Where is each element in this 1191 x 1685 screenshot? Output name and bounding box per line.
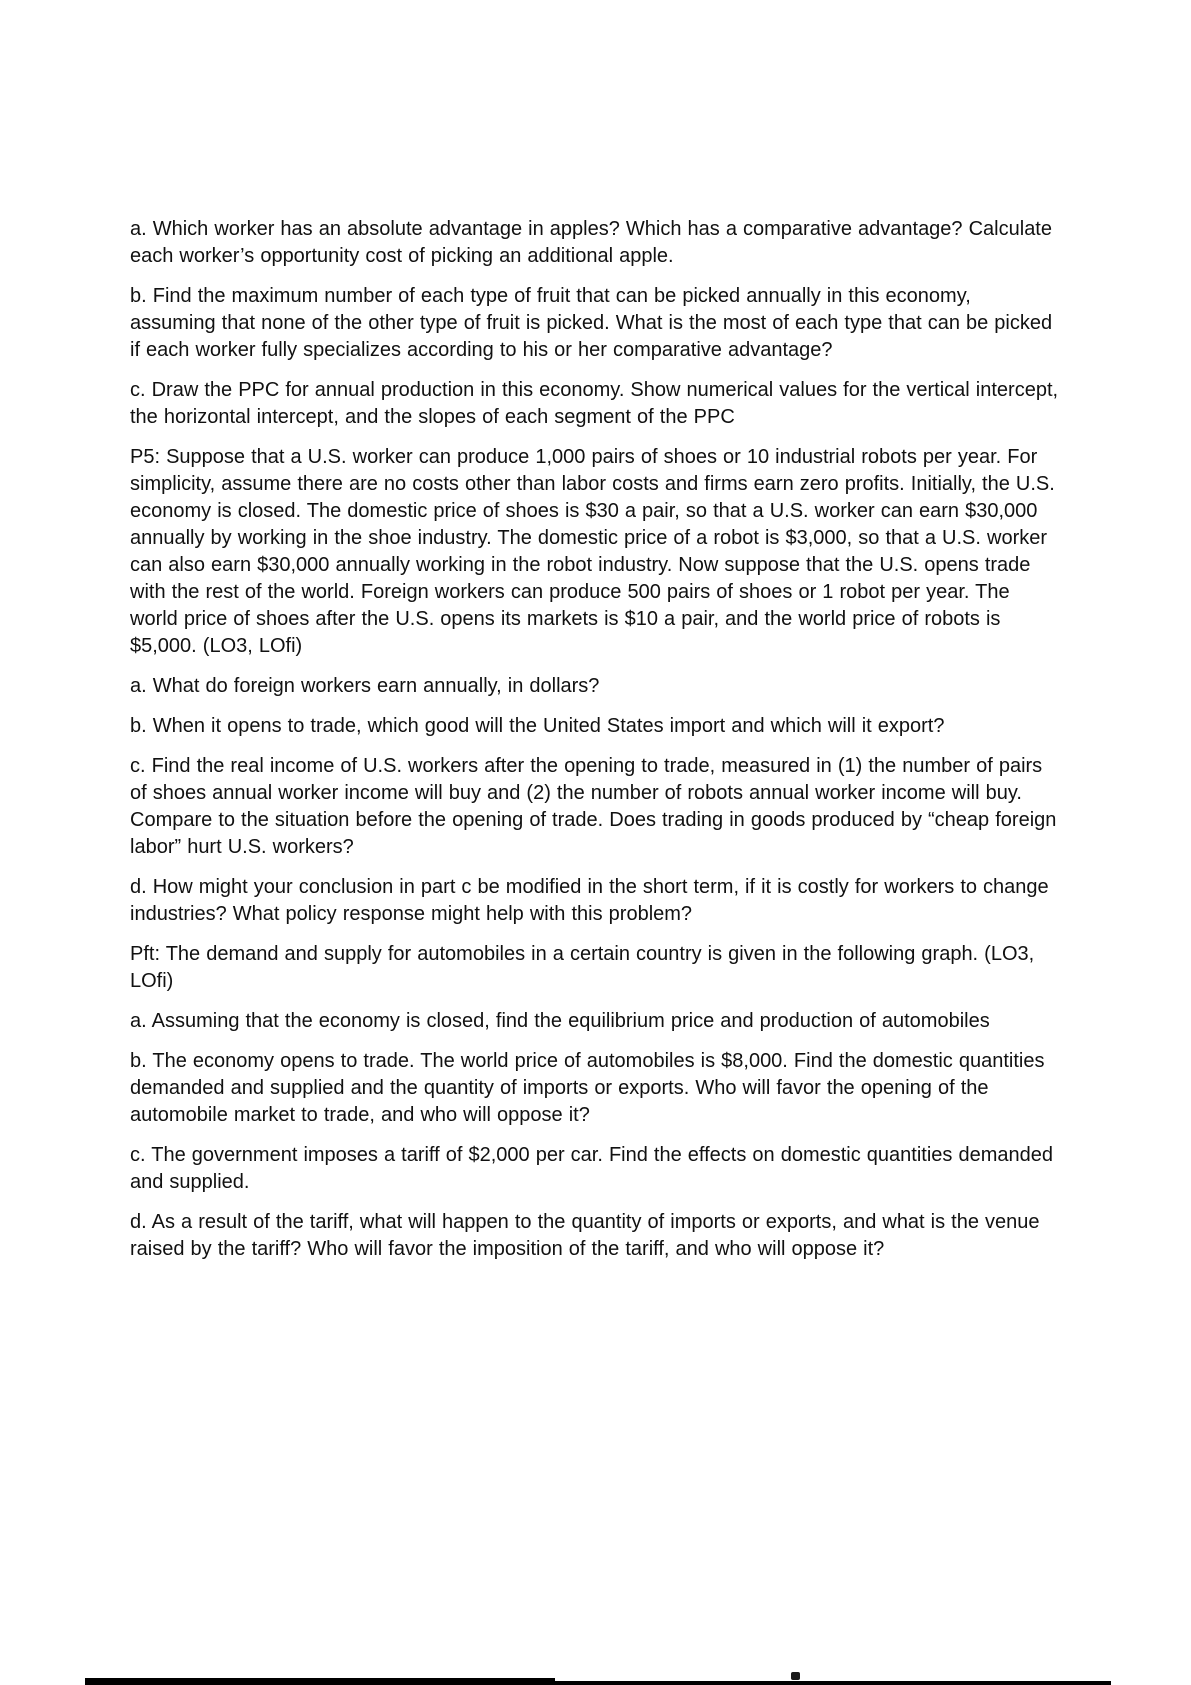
problem-set-text <box>130 216 1062 1276</box>
cutoff-text-fragment <box>791 1672 800 1680</box>
paragraph-q-b: b. Find the maximum number of each type of fruit that can be picked annually in this economy, assuming that none of the other type of fruit is picked. What is the most of each type that can be picked if each worker fully specializes according to his or her comparative advantage? <box>130 285 1053 361</box>
graphic-border-thick <box>85 1678 555 1685</box>
graphic-border-thin <box>555 1681 1111 1685</box>
paragraph-problem-5: P5: Suppose that a U.S. worker can produce 1,000 pairs of shoes or 10 industrial robots per year. For simplicity, assume there are no costs other than labor costs and firms earn zero profits. Initially, the U.S. economy is closed. The domestic price of shoes is $30 a pair, so that a U.S. worker can earn $30,000 annually by working in the shoe industry. The domestic price of a robot is $3,000, so that a U.S. worker can also earn $30,000 annually working in the robot industry. Now suppose that the U.S. opens trade with the rest of the world. Foreign workers can produce 500 pairs of shoes or 1 robot per year. The world price of shoes after the U.S. opens its markets is $10 a pair, and the world price of robots is $5,000. (LO3, LOfi) <box>130 446 1055 657</box>
paragraph-p5-c: c. Find the real income of U.S. workers after the opening to trade, measured in (1) the number of pairs of shoes annual worker income will buy and (2) the number of robots annual worker income will buy. Compare to the situation before the opening of trade. Does trading in goods produced by “cheap foreign labor” hurt U.S. workers? <box>130 755 1057 858</box>
paragraph-problem-6: Pft: The demand and supply for automobiles in a certain country is given in the following graph. (LO3, LOfi) <box>130 943 1035 992</box>
paragraph-q-c: c. Draw the PPC for annual production in this economy. Show numerical values for the vertical intercept, the horizontal intercept, and the slopes of each segment of the PPC <box>130 379 1059 428</box>
paragraph-q-a: a. Which worker has an absolute advantage in apples? Which has a comparative advantage? Calculate each worker’s opportunity cost of picking an additional apple. <box>130 218 1052 267</box>
paragraph-p6-c: c. The government imposes a tariff of $2,000 per car. Find the effects on domestic quantities demanded and supplied. <box>130 1144 1053 1193</box>
paragraph-p5-d: d. How might your conclusion in part c be modified in the short term, if it is costly for workers to change industries? What policy response might help with this problem? <box>130 876 1049 925</box>
paragraph-p6-b: b. The economy opens to trade. The world price of automobiles is $8,000. Find the domestic quantities demanded and supplied and the quantity of imports or exports. Who will favor the opening of the automobile market to trade, and who will oppose it? <box>130 1050 1045 1126</box>
paragraph-p6-a: a. Assuming that the economy is closed, find the equilibrium price and production of automobiles <box>130 1010 990 1032</box>
paragraph-p6-d: d. As a result of the tariff, what will happen to the quantity of imports or exports, and what is the venue raised by the tariff? Who will favor the imposition of the tariff, and who will oppose it? <box>130 1211 1040 1260</box>
paragraph-p5-a: a. What do foreign workers earn annually, in dollars? <box>130 675 600 697</box>
paragraph-p5-b: b. When it opens to trade, which good will the United States import and which will it export? <box>130 715 945 737</box>
next-page-graphic-edge <box>0 1668 1191 1685</box>
